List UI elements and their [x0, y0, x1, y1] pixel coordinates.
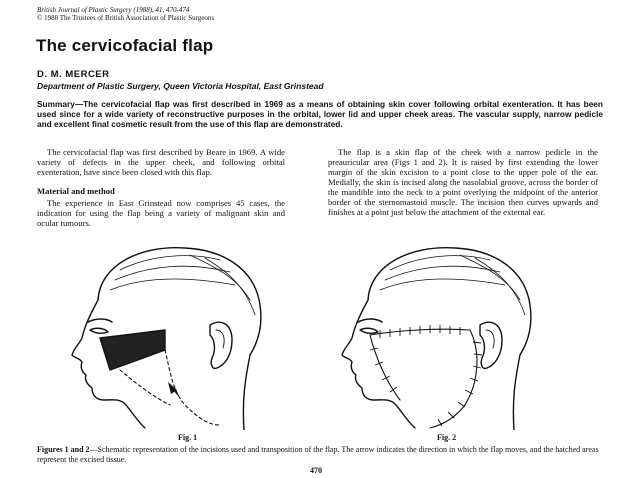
figure-2-label: Fig. 2	[437, 433, 457, 442]
summary-paragraph: Summary—The cervicofacial flap was first described in 1969 as a means of obtaining skin cover following orbital exenteration. It has been used since for a wide variety of reconstructive purposes in the orbital, lower lid and upper cheek areas. The vascular supply, narrow pedicle and excellent final cosmetic result from the use of this flap are demonstrated.	[37, 99, 603, 129]
author-affiliation: Department of Plastic Surgery, Queen Victoria Hospital, East Grinstead	[37, 81, 324, 91]
figure-caption	[37, 445, 605, 464]
journal-citation: British Journal of Plastic Surgery (1988), 41, 470-474	[37, 6, 190, 14]
flap-description-paragraph: The flap is a skin flap of the cheek with a narrow pedicle in the preauricular area (Figs 1 and 2). It is raised by first extending the lower margin of the skin excision to a point close to the upper pole of the ear. Medially, the skin is incised along the nasolabial groove, across the border of the mandible into the neck to a point overlying the midpoint of the anterior border of the sternomastoid muscle. The incision then curves upwards and finishes at a point just below the attachment of the external ear.	[328, 147, 598, 217]
method-paragraph: The experience in East Grinstead now comprises 45 cases, the indication for using the flap being a variety of malignant skin and ocular tumours.	[37, 198, 285, 228]
intro-paragraph: The cervicofacial flap was first described by Beare in 1969. A wide variety of defects in the upper cheek, and following orbital exenteration, have since been closed with this flap.	[37, 147, 285, 177]
caption-text: —Schematic representation of the incisions used and transposition of the flap. The arrow indicates the direction in which the flap moves, and the hatched areas represent the excised tissue.	[37, 445, 599, 464]
page-number: 470	[310, 466, 322, 475]
left-column	[37, 147, 285, 228]
figure-1-label: Fig. 1	[178, 433, 198, 442]
caption-lead: Figures 1 and 2	[37, 445, 90, 454]
article-title: The cervicofacial flap	[36, 36, 214, 55]
figure-1-illustration	[60, 230, 300, 430]
right-column	[328, 147, 598, 217]
copyright-line: © 1988 The Trustees of British Association of Plastic Surgeons	[37, 14, 215, 22]
section-heading: Material and method	[37, 186, 115, 196]
figure-2-illustration	[330, 230, 570, 430]
author-name: D. M. MERCER	[37, 69, 110, 80]
